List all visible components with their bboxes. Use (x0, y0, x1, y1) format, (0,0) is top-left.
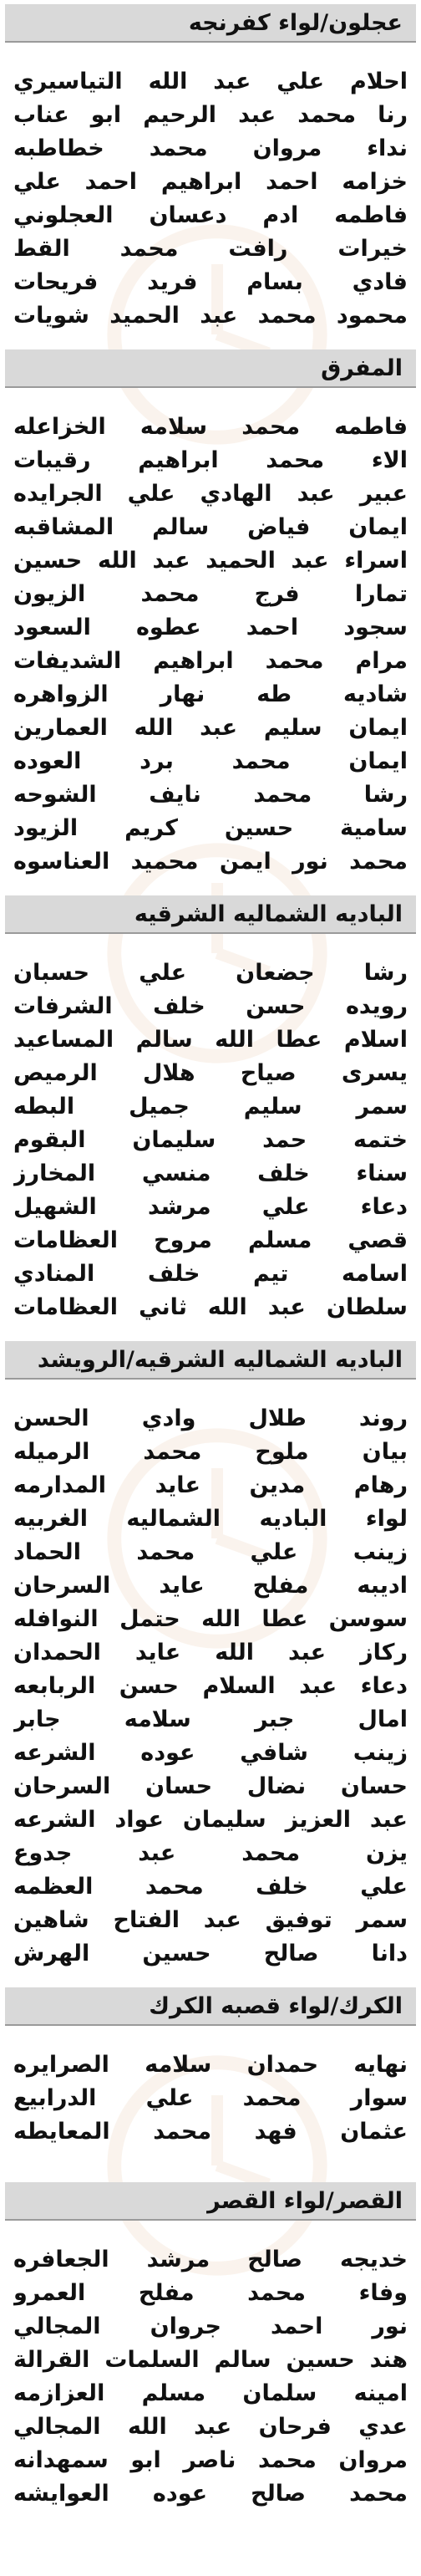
list-item: ايمان سليم عبد الله العمارين (13, 715, 408, 741)
list-item: يزن محمد عبد جدوع (13, 1840, 408, 1866)
list-item: فادي بسام فريد فريحات (13, 269, 408, 295)
list-item: دانا صالح حسين الهرش (13, 1941, 408, 1966)
list-item: خزامه احمد ابراهيم احمد علي (13, 169, 408, 195)
list-item: يسرى صياح هلال الرميص (13, 1060, 408, 1086)
list-item: لواء الباديه الشماليه الغربيه (13, 1506, 408, 1532)
list-item: خيرات رافت محمد القط (13, 236, 408, 262)
list-item: روند طلال وادي الحسن (13, 1405, 408, 1431)
list-item: زينب شافي عوده الشرعه (13, 1740, 408, 1766)
list-item: رويده حسن خلف الشرفات (13, 993, 408, 1019)
list-item: سجود احمد عطوه السعود (13, 615, 408, 640)
list-item: احلام علي عبد الله التياسيري (13, 69, 408, 94)
list-item: مرام محمد ابراهيم الشديفات (13, 648, 408, 674)
section-header: الباديه الشماليه الشرقيه (5, 895, 416, 934)
list-item: رنا محمد عبد الرحيم ابو عناب (13, 102, 408, 128)
list-item: امال جبر سلامه جابر (13, 1706, 408, 1732)
list-item: امينه سلمان مسلم العزازمه (13, 2380, 408, 2406)
list-item: وفاء محمد مفلح العمرو (13, 2280, 408, 2306)
list-item: نور احمد جروان المجالي (13, 2313, 408, 2339)
list-item: عبير عبد الهادي علي الجرايده (13, 481, 408, 507)
list-item: عدي فرحان عبد الله المجالي (13, 2414, 408, 2440)
list-item: بيان ملوح محمد الرميله (13, 1439, 408, 1465)
list-item: دعاء علي مرشد الشهيل (13, 1194, 408, 1220)
section-header: الكرك/لواء قصبه الكرك (5, 1987, 416, 2026)
list-item: شاديه طه نهار الزواهره (13, 681, 408, 707)
section-header: الباديه الشماليه الشرقيه/الرويشد (5, 1341, 416, 1380)
list-item: نهايه حمدان سلامه الصرايره (13, 2052, 408, 2078)
list-item: محمد صالح عوده العوايشه (13, 2481, 408, 2507)
list-item: هند حسين سالم السلمات القرالة (13, 2347, 408, 2373)
list-item: اسراء عبد الحميد عبد الله حسين (13, 548, 408, 574)
list-item: سوار محمد علي الدرابيع (13, 2085, 408, 2111)
list-item: سوسن عطا الله حتمل النوافله (13, 1606, 408, 1632)
list-item: ايمان محمد برد العوده (13, 748, 408, 774)
list-item: فاطمه ادم دعسان العجلوني (13, 202, 408, 228)
list-item: محمود محمد عبد الحميد شويات (13, 303, 408, 329)
list-item: حسان نضال حسان السرحان (13, 1773, 408, 1799)
list-item: الاء محمد ابراهيم رقيبات (13, 447, 408, 473)
list-item: ركاز عبد الله عايد الحمدان (13, 1640, 408, 1665)
list-item: سمر توفيق عبد الفتاح شاهين (13, 1907, 408, 1933)
list-item: دعاء عبد السلام حسن الربابعه (13, 1673, 408, 1699)
list-item: اديبه مفلح عايد السرحان (13, 1573, 408, 1599)
list-item: خديجه صالح مرشد الجعافره (13, 2247, 408, 2272)
list-item: فاطمه محمد سلامه الخزاعله (13, 414, 408, 440)
list-item: اسلام عطا الله سالم المساعيد (13, 1027, 408, 1053)
list-item: علي خلف محمد العظمه (13, 1874, 408, 1900)
list-item: رشا محمد نايف الشوحه (13, 782, 408, 808)
list-item: نداء مروان محمد خطاطبه (13, 135, 408, 161)
list-item: اسامه تيم خلف المنادي (13, 1261, 408, 1287)
list-item: سناء خلف منسي المخارز (13, 1160, 408, 1186)
list-item: زينب علي محمد الحماد (13, 1539, 408, 1565)
list-item: عثمان فهد محمد المعايطه (13, 2119, 408, 2145)
list-item: سلطان عبد الله ثاني العظامات (13, 1294, 408, 1320)
list-item: قصي مسلم مروح العظامات (13, 1227, 408, 1253)
list-item: سمر سليم جميل البطه (13, 1094, 408, 1120)
section-header: عجلون/لواء كفرنجه (5, 4, 416, 43)
list-item: رهام مدين عايد المدارمه (13, 1472, 408, 1498)
section-header: المفرق (5, 349, 416, 388)
list-item: رشا جضعان علي حسبان (13, 960, 408, 986)
list-item: تمارا فرج محمد الزيون (13, 581, 408, 607)
list-item: عبد العزيز سليمان عواد الشرعه (13, 1807, 408, 1833)
list-item: ايمان فياض سالم المشاقبه (13, 514, 408, 540)
section-header: القصر/لواء القصر (5, 2182, 416, 2221)
list-item: سامية حسين كريم الزيود (13, 815, 408, 841)
list-item: محمد نور ايمن محميد العناسوه (13, 849, 408, 875)
list-item: ختمه حمد سليمان البقوم (13, 1127, 408, 1153)
list-item: مروان محمد ناصر ابو سمهدانه (13, 2447, 408, 2473)
